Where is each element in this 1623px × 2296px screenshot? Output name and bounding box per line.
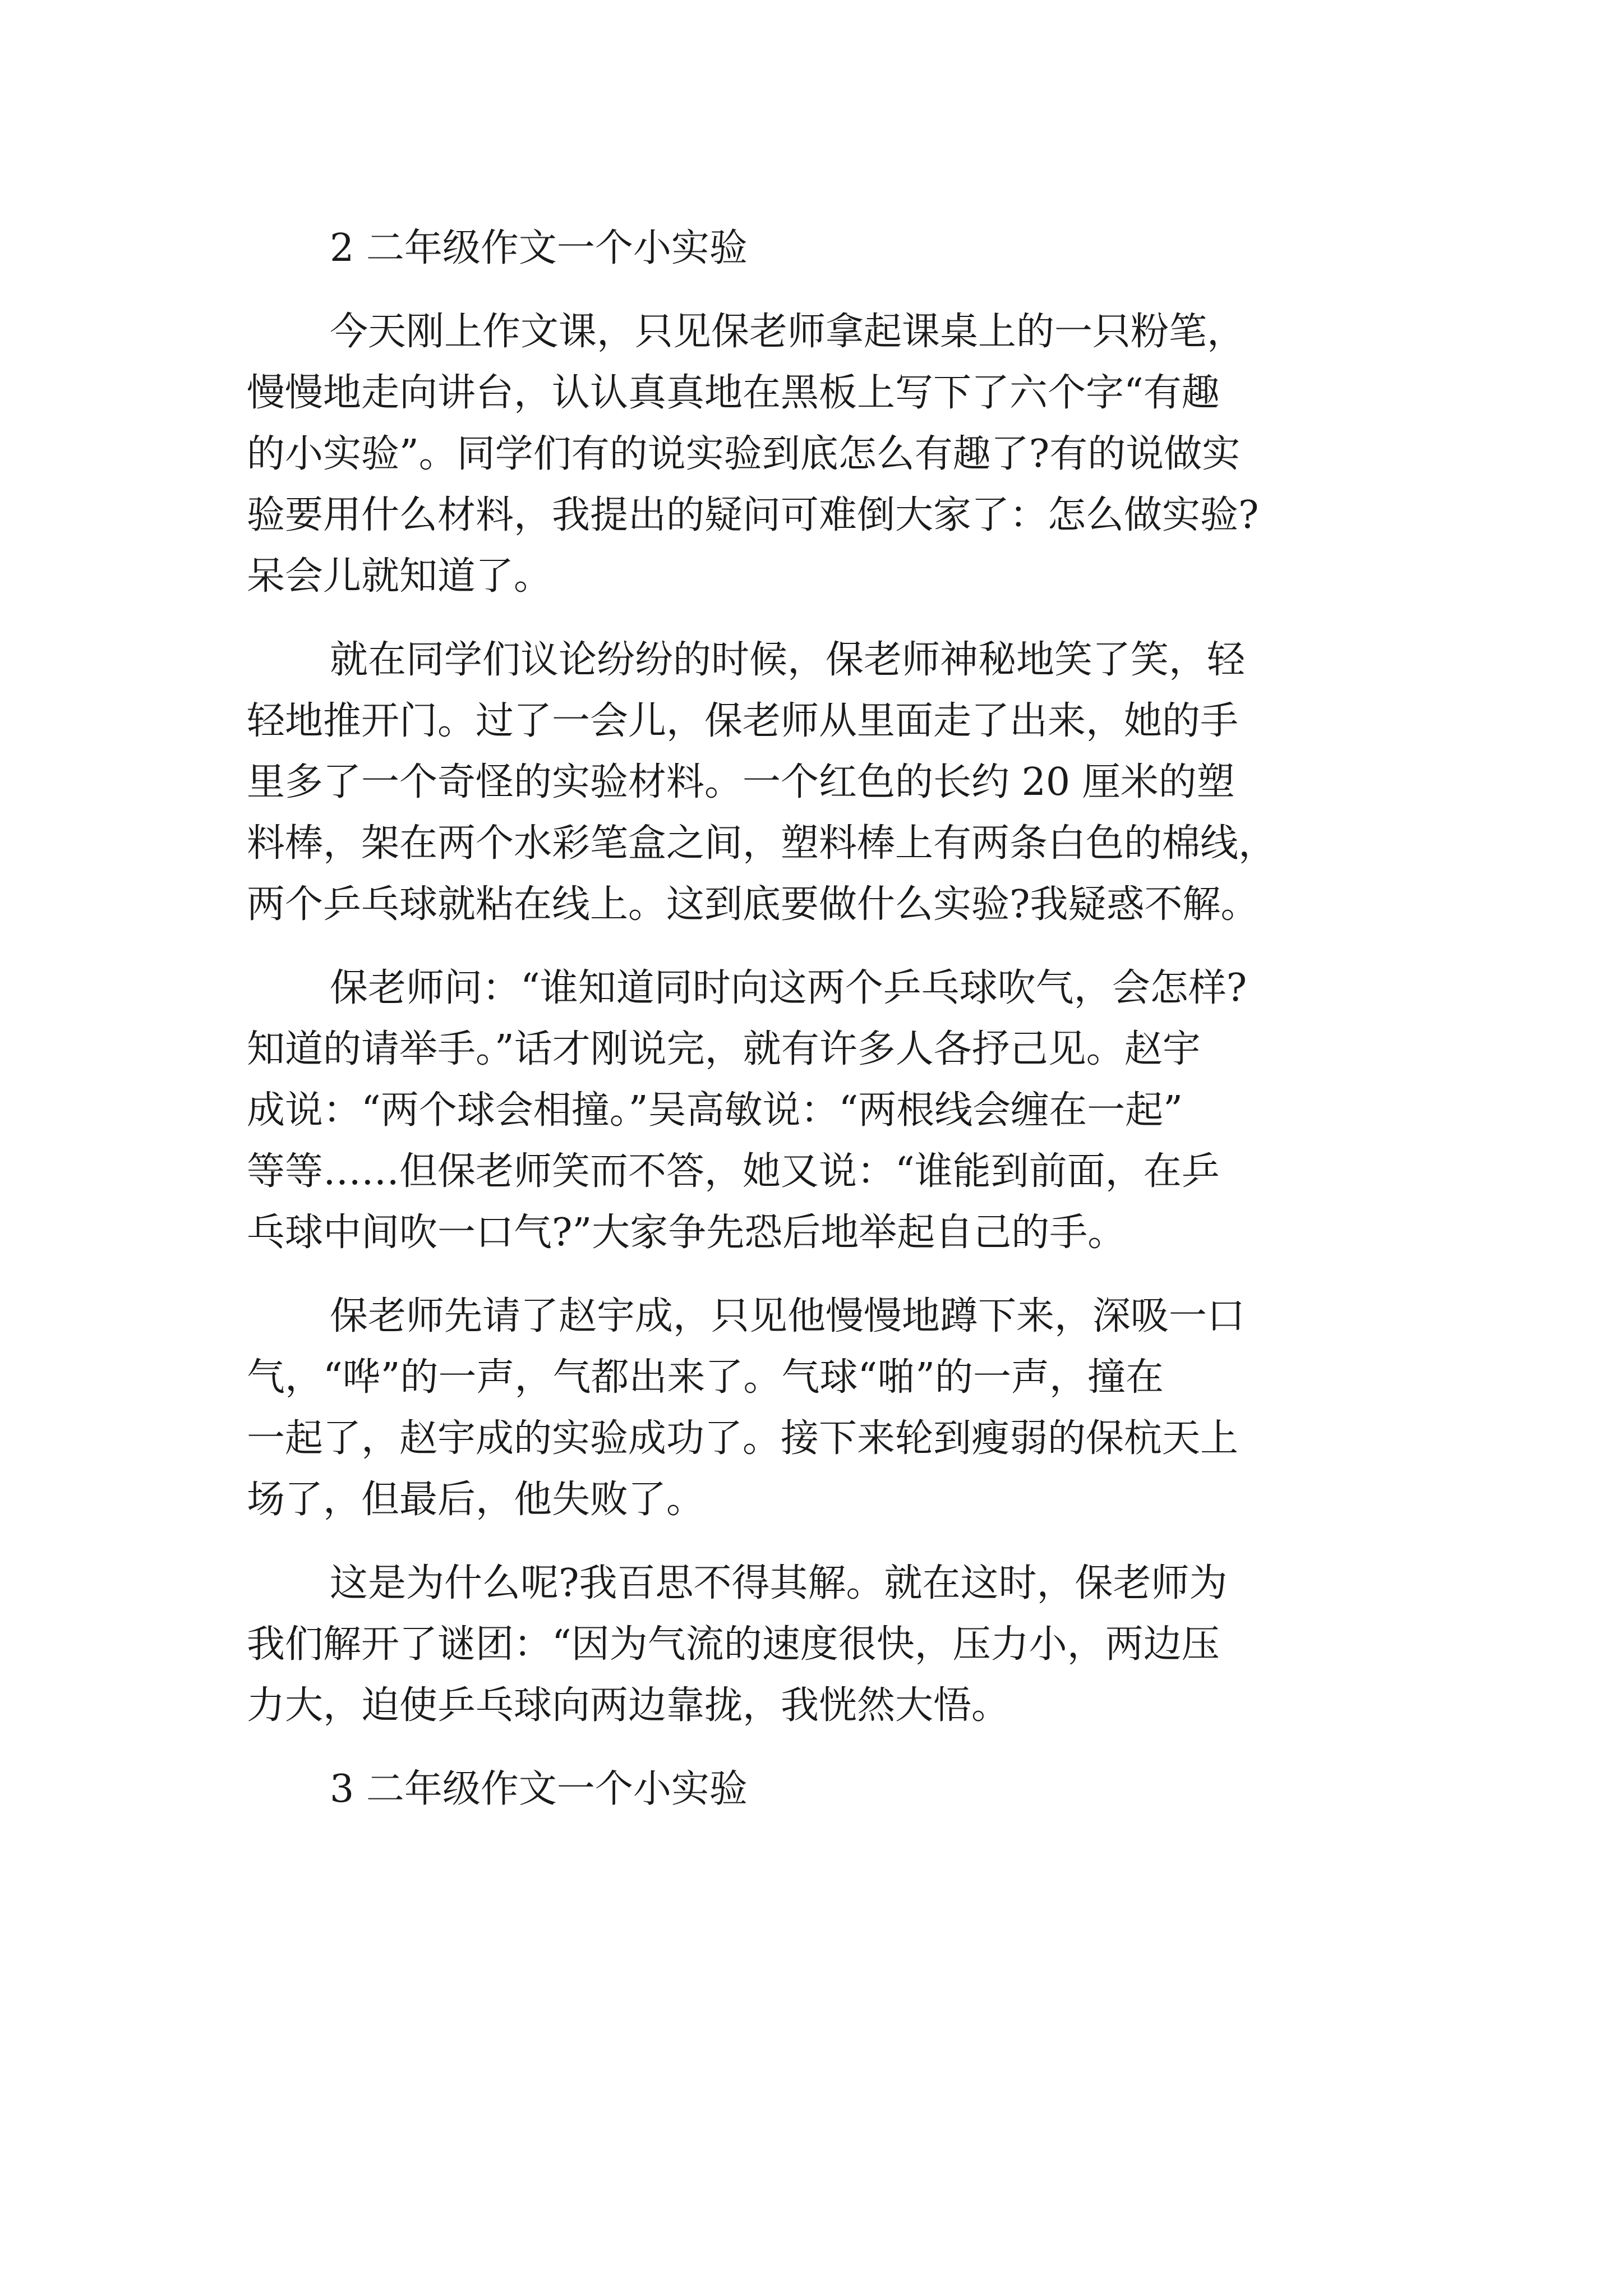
paragraph-line: 成说：“两个球会相撞。”吴高敏说：“两根线会缠在一起” xyxy=(247,1088,1183,1133)
paragraph-line: 场了，但最后，他失败了。 xyxy=(247,1478,705,1522)
paragraph-line: 力大，迫使乒乓球向两边靠拢，我恍然大悟。 xyxy=(247,1683,1010,1728)
paragraph-line: 保老师问：“谁知道同时向这两个乒乓球吹气，会怎样? xyxy=(330,966,1247,1010)
section-heading: 3 二年级作文一个小实验 xyxy=(330,1767,748,1811)
paragraph-line: 气，“哗”的一声，气都出来了。气球“啪”的一声，撞在 xyxy=(247,1355,1164,1400)
paragraph-line: 一起了，赵宇成的实验成功了。接下来轮到瘦弱的保杭天上 xyxy=(247,1416,1239,1461)
paragraph-line: 乓球中间吹一口气?”大家争先恐后地举起自己的手。 xyxy=(247,1211,1126,1255)
paragraph-line: 慢慢地走向讲台，认认真真地在黑板上写下了六个字“有趣 xyxy=(247,371,1220,415)
paragraph-4 xyxy=(247,1286,1391,1530)
paragraph-5 xyxy=(247,1553,1391,1736)
paragraph-line: 验要用什么材料，我提出的疑问可难倒大家了：怎么做实验? xyxy=(247,493,1259,537)
paragraph-line: 的小实验”。同学们有的说实验到底怎么有趣了?有的说做实 xyxy=(247,432,1241,476)
paragraph-line: 料棒，架在两个水彩笔盒之间，塑料棒上有两条白色的棉线， xyxy=(247,821,1277,866)
paragraph-1 xyxy=(247,301,1391,607)
paragraph-line: 这是为什么呢?我百思不得其解。就在这时，保老师为 xyxy=(330,1561,1228,1605)
paragraph-3 xyxy=(247,958,1391,1263)
paragraph-line: 知道的请举手。”话才刚说完，就有许多人各抒己见。赵宇 xyxy=(247,1027,1201,1071)
paragraph-line: 呆会儿就知道了。 xyxy=(247,554,552,599)
paragraph-line: 今天刚上作文课，只见保老师拿起课桌上的一只粉笔， xyxy=(330,310,1246,354)
paragraph-line: 等等……但保老师笑而不答，她又说：“谁能到前面，在乒 xyxy=(247,1149,1220,1194)
paragraph-line: 两个乒乓球就粘在线上。这到底要做什么实验?我疑惑不解。 xyxy=(247,882,1259,927)
paragraph-line: 里多了一个奇怪的实验材料。一个红色的长约 20 厘米的塑 xyxy=(247,760,1235,804)
paragraph-line: 我们解开了谜团：“因为气流的速度很快，压力小，两边压 xyxy=(247,1622,1220,1667)
document-body xyxy=(247,218,1391,1820)
paragraph-line: 轻地推开门。过了一会儿，保老师从里面走了出来，她的手 xyxy=(247,699,1239,743)
paragraph-line: 就在同学们议论纷纷的时候，保老师神秘地笑了笑，轻 xyxy=(330,638,1246,682)
paragraph-2 xyxy=(247,629,1391,935)
section-heading: 2 二年级作文一个小实验 xyxy=(330,226,748,270)
paragraph-line: 保老师先请了赵宇成，只见他慢慢地蹲下来，深吸一口 xyxy=(330,1294,1246,1338)
